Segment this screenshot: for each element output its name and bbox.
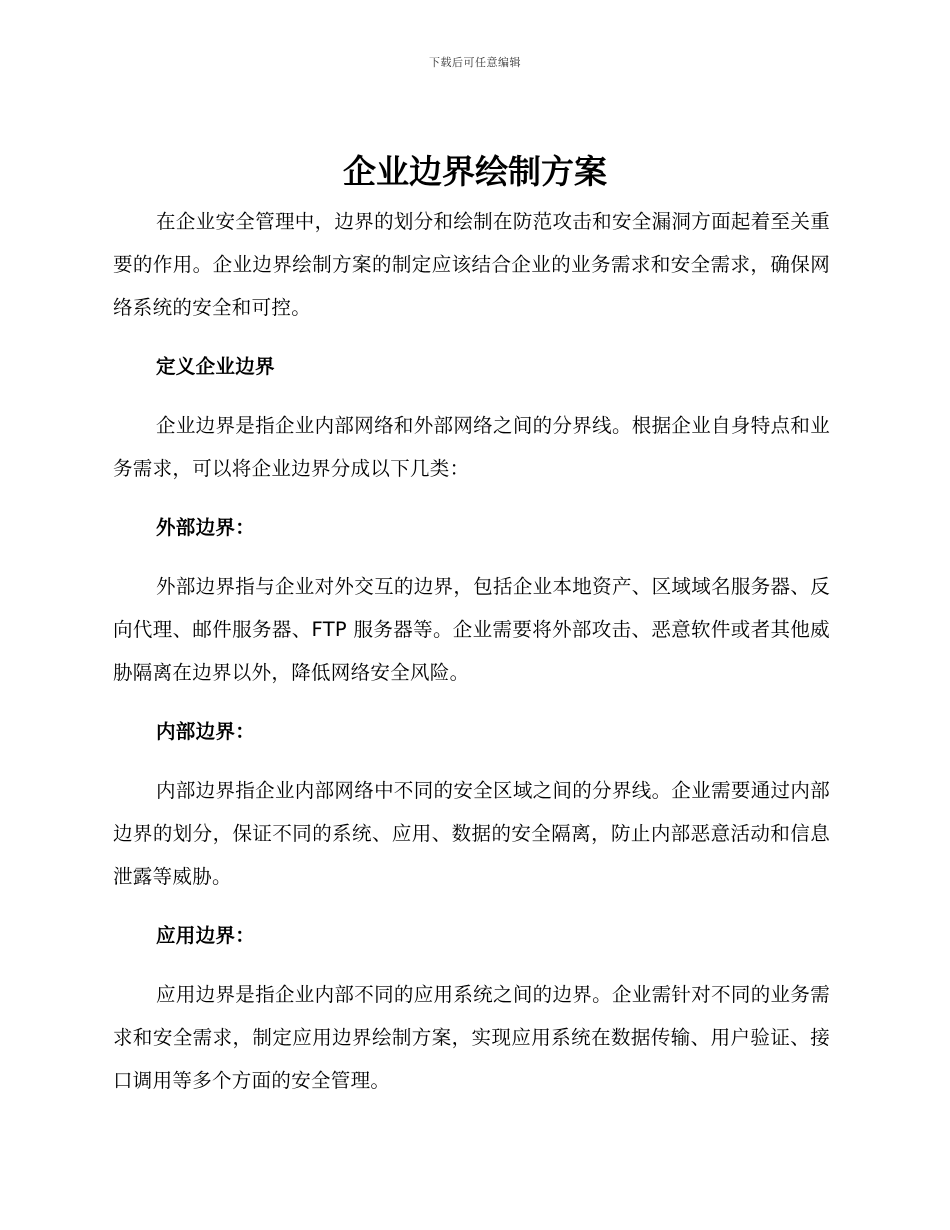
section-heading-define: 定义企业边界 [156, 355, 275, 378]
document-body [113, 200, 830, 1102]
section-body-external: 外部边界指与企业对外交互的边界，包括企业本地资产、区域域名服务器、反向代理、邮件服务器、FTP 服务器等。企业需要将外部攻击、恶意软件或者其他威胁隔离在边界以外，降低网络安全风险。 [113, 575, 830, 684]
document-title: 企业边界绘制方案 [343, 152, 607, 191]
spacer [113, 957, 830, 973]
intro-paragraph: 在企业安全管理中，边界的划分和绘制在防范攻击和安全漏洞方面起着至关重要的作用。企业边界绘制方案的制定应该结合企业的业务需求和安全需求，确保网络系统的安全和可控。 [113, 210, 830, 319]
section-heading-internal: 内部边界： [156, 720, 256, 743]
spacer [113, 694, 830, 710]
spacer [113, 490, 830, 506]
header-note: 下载后可任意编辑 [429, 56, 521, 69]
section-body-define: 企业边界是指企业内部网络和外部网络之间的分界线。根据企业自身特点和业务需求，可以将企业边界分成以下几类： [113, 414, 830, 480]
section-heading-external: 外部边界： [156, 516, 256, 539]
spacer [113, 329, 830, 345]
spacer [113, 388, 830, 404]
spacer [113, 753, 830, 769]
section-body-application: 应用边界是指企业内部不同的应用系统之间的边界。企业需针对不同的业务需求和安全需求，制定应用边界绘制方案，实现应用系统在数据传输、用户验证、接口调用等多个方面的安全管理。 [113, 983, 830, 1092]
spacer [113, 549, 830, 565]
spacer [113, 898, 830, 914]
section-heading-application: 应用边界： [156, 924, 256, 947]
section-body-internal: 内部边界指企业内部网络中不同的安全区域之间的分界线。企业需要通过内部边界的划分，保证不同的系统、应用、数据的安全隔离，防止内部恶意活动和信息泄露等威胁。 [113, 779, 830, 888]
